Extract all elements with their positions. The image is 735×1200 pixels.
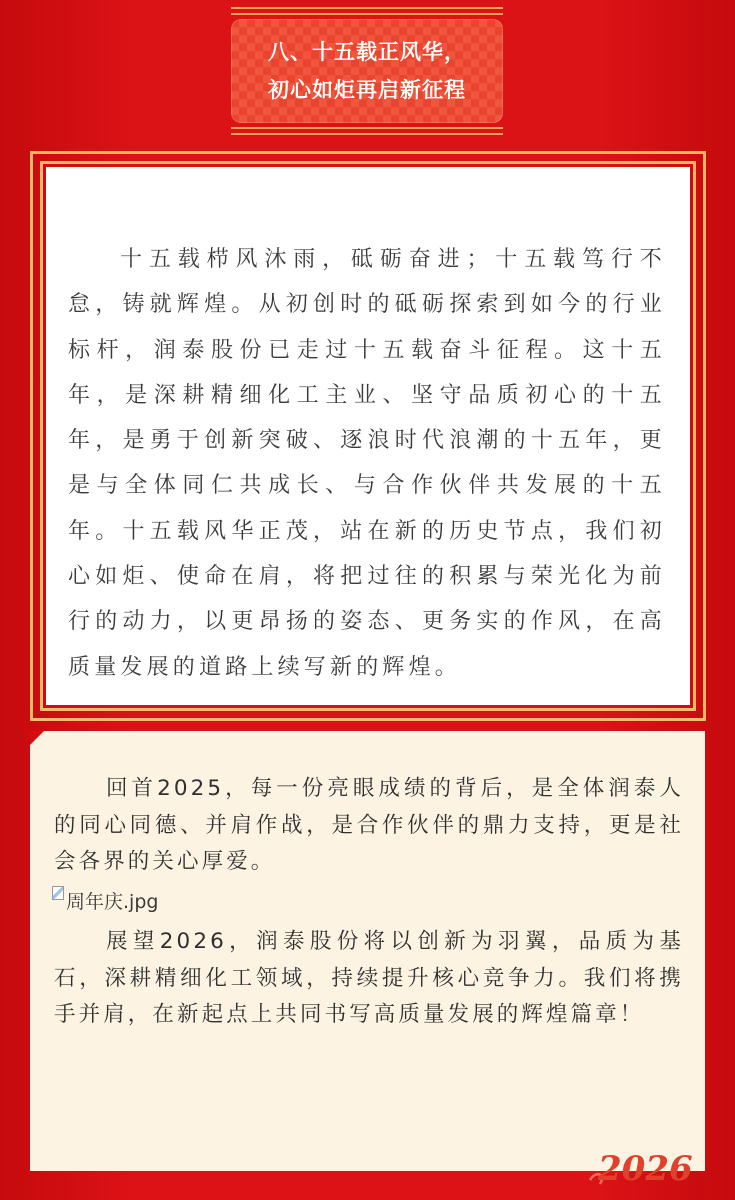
broken-image-icon [52, 886, 64, 900]
year-2026-logo [586, 1140, 696, 1190]
card-paragraph: 十五载栉风沐雨，砥砺奋进；十五载笃行不怠，铸就辉煌。从初创时的砥砺探索到如今的行业标杆，润泰股份已走过十五载奋斗征程。这十五年，是深耕精细化工主业、坚守品质初心的十五年，是勇于创新突破、逐浪时代浪潮的十五年，更是与全体同仁共成长、与合作伙伴共发展的十五年。十五载风华正茂，站在新的历史节点，我们初心如炬、使命在肩，将把过往的积累与荣光化为前行的动力，以更昂扬的姿态、更务实的作风，在高质量发展的道路上续写新的辉煌。 [68, 247, 666, 680]
banner-top-rule [231, 7, 503, 15]
closing-paragraph-outlook: 展望2026，润泰股份将以创新为羽翼，品质为基石，深耕精细化工领域，持续提升核心竞争力。我们将携手并肩，在新起点上共同书写高质量发展的辉煌篇章！ [54, 929, 684, 1028]
image-alt-text: 周年庆.jpg [66, 891, 159, 913]
closing-paragraph-review: 回首2025，每一份亮眼成绩的背后，是全体润泰人的同心同德、并肩作战，是合作伙伴的鼎力支持，更是社会各界的关心厚爱。 [54, 776, 684, 875]
banner-plate [231, 19, 503, 123]
section-title-line-1: 八、十五载正风华， [268, 40, 466, 64]
banner-bottom-rule [231, 127, 503, 135]
section-title-banner [225, 7, 509, 135]
text-card [46, 167, 690, 705]
broken-image-placeholder [52, 887, 158, 914]
closing-section [30, 731, 705, 1171]
logo-2026-text: 2026 [598, 1149, 693, 1189]
section-title-line-2: 初心如炬再启新征程 [268, 78, 466, 102]
cream-corner-notch [30, 731, 44, 745]
